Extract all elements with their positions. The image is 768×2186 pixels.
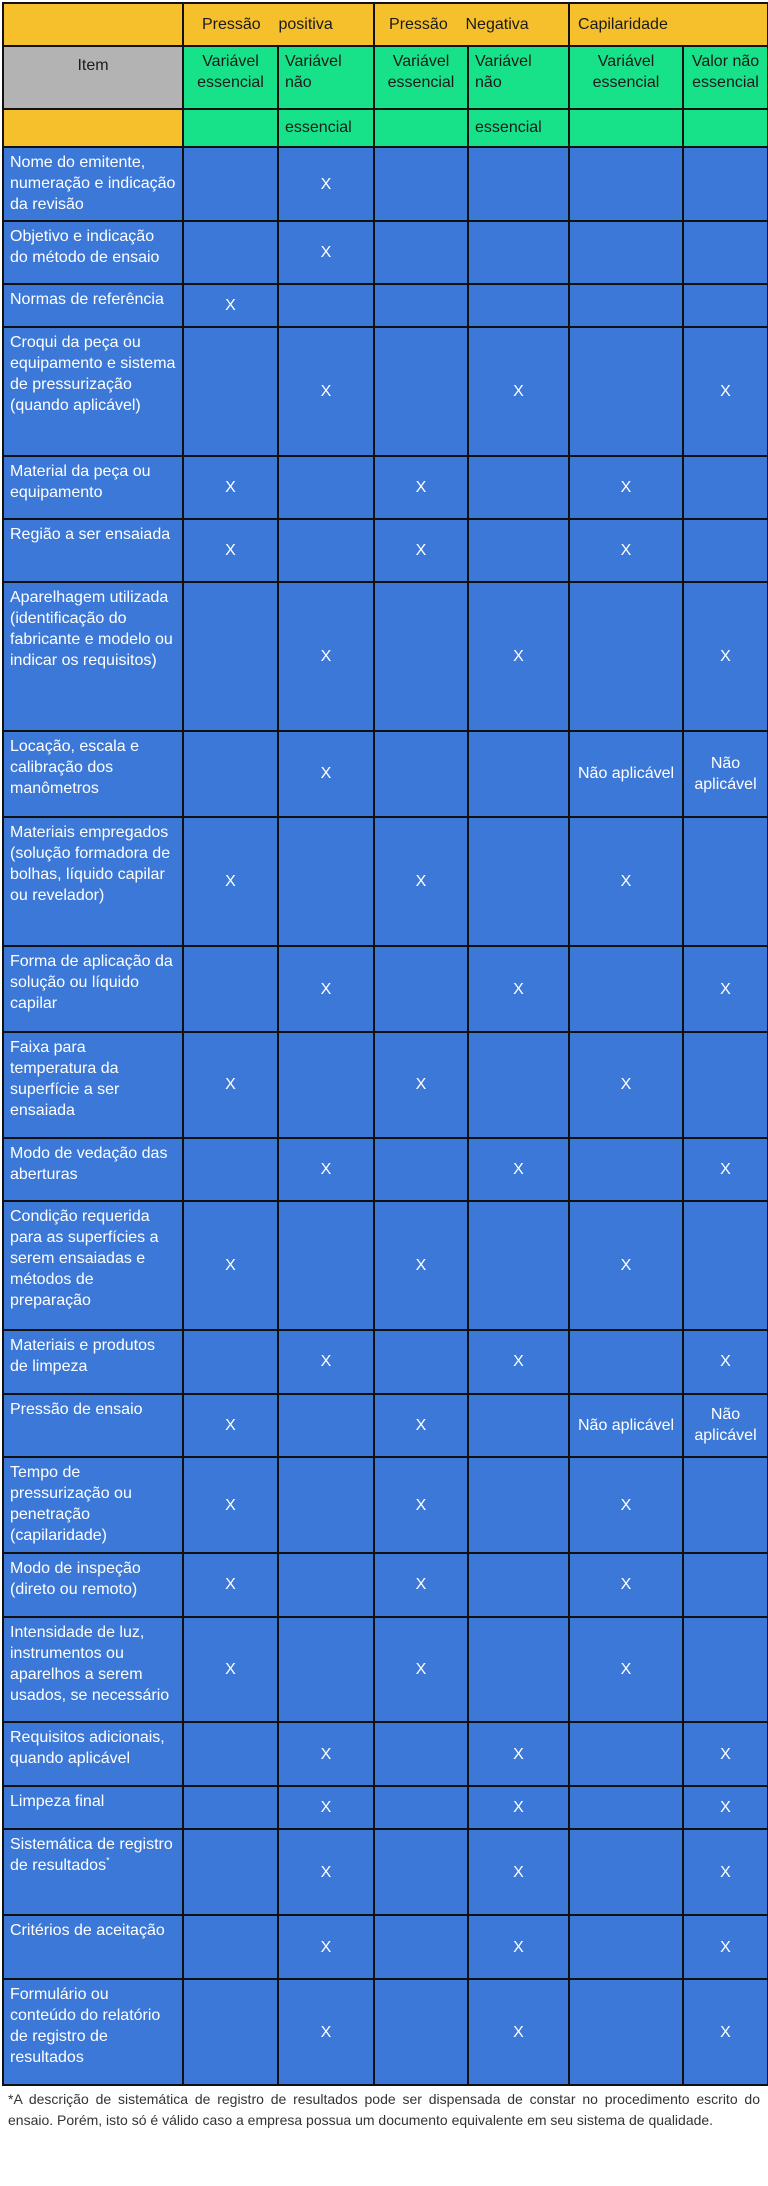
row-cell-mark: X xyxy=(468,1786,569,1829)
row-cell-mark xyxy=(183,731,278,817)
row-cell-mark xyxy=(374,946,468,1032)
row-cell-mark xyxy=(569,221,683,284)
row-cell-mark xyxy=(374,1979,468,2085)
row-item-text: Sistemática de registro de resultados xyxy=(10,1835,173,1874)
row-cell-mark xyxy=(278,1032,374,1138)
row-cell-mark: X xyxy=(569,1032,683,1138)
row-item-text: Aparelhagem utilizada (identificação do fabricante e modelo ou indicar os requisitos) xyxy=(10,588,173,669)
row-cell-mark xyxy=(683,1553,768,1617)
row-item-text: Limpeza final xyxy=(10,1793,105,1811)
row-cell-mark: Não aplicável xyxy=(569,1394,683,1458)
row-item-label xyxy=(3,1201,183,1330)
row-cell-mark: X xyxy=(278,1979,374,2085)
row-cell-mark xyxy=(569,1138,683,1201)
row-cell-mark xyxy=(468,519,569,582)
table-row xyxy=(3,1915,768,1979)
row-cell-mark xyxy=(374,1786,468,1829)
row-cell-mark: X xyxy=(183,1394,278,1458)
row-cell-mark: X xyxy=(278,1138,374,1201)
row-cell-mark xyxy=(468,1032,569,1138)
table-row xyxy=(3,1138,768,1201)
row-cell-mark: X xyxy=(683,1786,768,1829)
row-cell-mark xyxy=(183,1330,278,1394)
table-row xyxy=(3,582,768,731)
row-cell-mark xyxy=(569,1722,683,1786)
row-item-label xyxy=(3,1032,183,1138)
row-cell-mark xyxy=(278,456,374,519)
row-cell-mark xyxy=(278,1457,374,1552)
row-cell-mark: X xyxy=(468,1915,569,1979)
table-row xyxy=(3,731,768,817)
header-pos-nonessential: Variável não xyxy=(278,46,374,109)
table-row xyxy=(3,1786,768,1829)
row-cell-mark xyxy=(468,1457,569,1552)
row-cell-mark xyxy=(468,456,569,519)
row-cell-mark: X xyxy=(683,1138,768,1201)
row-cell-mark xyxy=(183,1138,278,1201)
header-cap-nonessential: Valor não essencial xyxy=(683,46,768,109)
header-row-variables xyxy=(3,46,768,109)
row-cell-mark: X xyxy=(183,1201,278,1330)
row-cell-mark xyxy=(374,327,468,456)
row-cell-mark xyxy=(374,1915,468,1979)
row-cell-mark xyxy=(683,1457,768,1552)
row-cell-mark xyxy=(683,1201,768,1330)
header-negative-pressure: Pressão Negativa xyxy=(374,3,569,46)
row-item-label xyxy=(3,1829,183,1915)
table-row xyxy=(3,456,768,519)
row-cell-mark xyxy=(468,1201,569,1330)
row-cell-mark xyxy=(374,731,468,817)
header-capillarity: Capilaridade xyxy=(569,3,768,46)
header-item: Item xyxy=(3,46,183,109)
row-cell-mark: X xyxy=(374,1553,468,1617)
header-pos-nonessential-cont: essencial xyxy=(278,109,374,148)
table-row xyxy=(3,1394,768,1458)
row-cell-mark: X xyxy=(683,582,768,731)
footnote: *A descrição de sistemática de registro de resultados pode ser dispensada de constar no procedimento escrito do ensaio. Porém, isto só é válido caso a empresa possua um documento equivalente em seu sistema de qualidade. xyxy=(8,2091,760,2128)
row-cell-mark: X xyxy=(278,582,374,731)
row-cell-mark: X xyxy=(468,946,569,1032)
row-cell-mark xyxy=(468,147,569,221)
row-cell-mark: X xyxy=(183,519,278,582)
requirements-table xyxy=(2,2,768,2086)
row-cell-mark: X xyxy=(569,456,683,519)
header-neg-nonessential: Variável não xyxy=(468,46,569,109)
row-item-text: Pressão de ensaio xyxy=(10,1400,143,1418)
row-cell-mark xyxy=(468,1553,569,1617)
row-item-text: Normas de referência xyxy=(10,291,164,309)
row-cell-mark: X xyxy=(183,1032,278,1138)
row-item-text: Formulário ou conteúdo do relatório de registro de resultados xyxy=(10,1986,161,2067)
row-item-text: Materiais empregados (solução formadora de bolhas, líquido capilar ou revelador) xyxy=(10,824,171,904)
row-cell-mark xyxy=(569,1979,683,2085)
table-row xyxy=(3,946,768,1032)
table-row xyxy=(3,327,768,456)
table-row xyxy=(3,1032,768,1138)
row-item-label xyxy=(3,731,183,817)
row-cell-mark: X xyxy=(278,1330,374,1394)
row-item-label xyxy=(3,1138,183,1201)
header-neg-essential: Variável essencial xyxy=(374,46,468,109)
row-cell-mark xyxy=(183,1979,278,2085)
row-cell-mark xyxy=(278,817,374,946)
row-cell-mark: X xyxy=(183,284,278,327)
row-item-text: Critérios de aceitação xyxy=(10,1922,165,1940)
row-cell-mark: X xyxy=(374,1394,468,1458)
row-cell-mark: X xyxy=(374,519,468,582)
table-body xyxy=(3,3,768,2085)
row-item-text: Materiais e produtos de limpeza xyxy=(10,1336,155,1375)
header-pos-essential: Variável essencial xyxy=(183,46,278,109)
row-cell-mark: X xyxy=(278,731,374,817)
row-cell-mark xyxy=(468,731,569,817)
row-item-label xyxy=(3,221,183,284)
row-item-text: Material da peça ou equipamento xyxy=(10,462,151,501)
row-cell-mark xyxy=(683,519,768,582)
row-cell-mark xyxy=(569,1330,683,1394)
row-item-label xyxy=(3,1330,183,1394)
header-neg-nonessential-cont: essencial xyxy=(468,109,569,148)
table-row xyxy=(3,1330,768,1394)
row-cell-mark xyxy=(569,327,683,456)
row-cell-mark xyxy=(683,817,768,946)
row-cell-mark: X xyxy=(278,147,374,221)
row-cell-mark: X xyxy=(468,1330,569,1394)
row-cell-mark xyxy=(374,284,468,327)
row-item-label xyxy=(3,456,183,519)
row-item-label xyxy=(3,1457,183,1552)
row-cell-mark xyxy=(569,1915,683,1979)
header-cap-essential: Variável essencial xyxy=(569,46,683,109)
row-cell-mark xyxy=(278,519,374,582)
row-item-text: Objetivo e indicação do método de ensaio xyxy=(10,228,160,267)
row-cell-mark: X xyxy=(183,1617,278,1723)
row-item-label xyxy=(3,284,183,327)
row-cell-mark: X xyxy=(374,1201,468,1330)
row-item-label xyxy=(3,817,183,946)
row-item-label xyxy=(3,1617,183,1723)
row-item-label xyxy=(3,147,183,221)
row-cell-mark xyxy=(374,1138,468,1201)
row-cell-mark xyxy=(374,582,468,731)
row-cell-mark: X xyxy=(278,1829,374,1915)
row-cell-mark: X xyxy=(683,1979,768,2085)
row-cell-mark xyxy=(374,147,468,221)
row-cell-mark: X xyxy=(683,1330,768,1394)
row-item-label xyxy=(3,327,183,456)
row-cell-mark xyxy=(468,221,569,284)
row-cell-mark: X xyxy=(278,1915,374,1979)
table-row xyxy=(3,1979,768,2085)
row-cell-mark xyxy=(468,1617,569,1723)
row-item-label xyxy=(3,946,183,1032)
table-row xyxy=(3,519,768,582)
row-cell-mark xyxy=(374,221,468,284)
row-cell-mark xyxy=(468,817,569,946)
row-item-text: Croqui da peça ou equipamento e sistema de pressurização (quando aplicável) xyxy=(10,333,176,414)
row-item-text: Requisitos adicionais, quando aplicável xyxy=(10,1729,165,1768)
row-cell-mark xyxy=(569,147,683,221)
header-item-bottom-cell xyxy=(3,109,183,148)
row-cell-mark xyxy=(683,1032,768,1138)
row-cell-mark: X xyxy=(569,519,683,582)
row-cell-mark xyxy=(278,1553,374,1617)
row-cell-mark: X xyxy=(183,1457,278,1552)
row-item-text: Modo de inspeção (direto ou remoto) xyxy=(10,1559,141,1598)
row-cell-mark xyxy=(569,284,683,327)
row-cell-mark: X xyxy=(374,1617,468,1723)
table-row xyxy=(3,221,768,284)
table-row xyxy=(3,1201,768,1330)
row-cell-mark xyxy=(183,147,278,221)
row-cell-mark: X xyxy=(278,1722,374,1786)
row-item-label xyxy=(3,1722,183,1786)
row-cell-mark xyxy=(468,284,569,327)
table-row xyxy=(3,147,768,221)
row-cell-mark xyxy=(683,1617,768,1723)
row-cell-mark xyxy=(374,1330,468,1394)
row-cell-mark xyxy=(683,456,768,519)
row-cell-mark: X xyxy=(468,327,569,456)
row-cell-mark: X xyxy=(468,1138,569,1201)
row-cell-mark: X xyxy=(183,817,278,946)
row-cell-mark: X xyxy=(683,1915,768,1979)
row-cell-mark: X xyxy=(683,946,768,1032)
row-cell-mark: Não aplicável xyxy=(683,731,768,817)
row-item-text: Locação, escala e calibração dos manômetros xyxy=(10,737,139,797)
row-item-label xyxy=(3,582,183,731)
row-cell-mark xyxy=(468,1394,569,1458)
row-cell-mark xyxy=(278,1617,374,1723)
row-cell-mark xyxy=(278,284,374,327)
row-cell-mark: X xyxy=(278,946,374,1032)
row-cell-mark xyxy=(569,946,683,1032)
row-cell-mark: X xyxy=(374,456,468,519)
table-row xyxy=(3,1617,768,1723)
header-empty-cell xyxy=(183,109,278,148)
row-cell-mark: X xyxy=(468,1829,569,1915)
row-cell-mark xyxy=(683,221,768,284)
row-cell-mark xyxy=(183,327,278,456)
row-cell-mark: X xyxy=(683,1722,768,1786)
header-empty-cell xyxy=(374,109,468,148)
row-cell-mark xyxy=(569,1829,683,1915)
row-cell-mark: X xyxy=(569,1201,683,1330)
row-cell-mark xyxy=(683,284,768,327)
row-cell-mark: X xyxy=(374,1032,468,1138)
row-item-label xyxy=(3,1979,183,2085)
table-row xyxy=(3,284,768,327)
header-row-continued xyxy=(3,109,768,148)
row-item-text: Nome do emitente, numeração e indicação da revisão xyxy=(10,154,176,214)
row-cell-mark xyxy=(569,582,683,731)
row-item-text: Intensidade de luz, instrumentos ou aparelhos a serem usados, se necessário xyxy=(10,1623,170,1704)
row-cell-mark: X xyxy=(683,1829,768,1915)
row-cell-mark: X xyxy=(278,1786,374,1829)
header-item-top-cell xyxy=(3,3,183,46)
row-item-label xyxy=(3,1915,183,1979)
row-cell-mark: Não aplicável xyxy=(569,731,683,817)
row-cell-mark: X xyxy=(468,1979,569,2085)
row-cell-mark: X xyxy=(278,327,374,456)
row-item-text: Região a ser ensaiada xyxy=(10,525,171,543)
row-item-label xyxy=(3,519,183,582)
row-cell-mark xyxy=(374,1829,468,1915)
row-item-text: Tempo de pressurização ou penetração (capilaridade) xyxy=(10,1464,132,1545)
row-cell-mark xyxy=(683,147,768,221)
table-row xyxy=(3,1553,768,1617)
row-cell-mark xyxy=(278,1394,374,1458)
row-item-label xyxy=(3,1394,183,1458)
row-cell-mark: X xyxy=(569,817,683,946)
row-cell-mark: X xyxy=(569,1553,683,1617)
row-cell-mark: X xyxy=(183,456,278,519)
row-item-text: Condição requerida para as superfícies a serem ensaiadas e métodos de preparação xyxy=(10,1207,159,1309)
row-cell-mark: Não aplicável xyxy=(683,1394,768,1458)
row-cell-mark: X xyxy=(468,1722,569,1786)
row-cell-mark xyxy=(183,221,278,284)
header-positive-pressure: Pressão positiva xyxy=(183,3,374,46)
row-item-text: Modo de vedação das aberturas xyxy=(10,1144,168,1183)
footnote-marker: * xyxy=(106,1855,110,1866)
row-cell-mark: X xyxy=(683,327,768,456)
table-row xyxy=(3,1457,768,1552)
row-item-label xyxy=(3,1553,183,1617)
row-cell-mark: X xyxy=(569,1617,683,1723)
row-item-label xyxy=(3,1786,183,1829)
row-cell-mark: X xyxy=(183,1553,278,1617)
row-cell-mark: X xyxy=(374,817,468,946)
header-empty-cell xyxy=(569,109,683,148)
table-row xyxy=(3,817,768,946)
row-item-text: Forma de aplicação da solução ou líquido capilar xyxy=(10,952,173,1012)
table-row xyxy=(3,1829,768,1915)
header-row-groups xyxy=(3,3,768,46)
row-cell-mark xyxy=(183,582,278,731)
row-cell-mark xyxy=(183,1829,278,1915)
row-cell-mark: X xyxy=(569,1457,683,1552)
row-cell-mark: X xyxy=(374,1457,468,1552)
header-empty-cell xyxy=(683,109,768,148)
row-cell-mark xyxy=(183,946,278,1032)
row-cell-mark xyxy=(569,1786,683,1829)
table-row xyxy=(3,1722,768,1786)
row-cell-mark xyxy=(183,1722,278,1786)
row-cell-mark xyxy=(183,1786,278,1829)
row-cell-mark xyxy=(183,1915,278,1979)
row-item-text: Faixa para temperatura da superfície a ser ensaiada xyxy=(10,1039,120,1120)
row-cell-mark xyxy=(374,1722,468,1786)
row-cell-mark: X xyxy=(278,221,374,284)
row-cell-mark: X xyxy=(468,582,569,731)
row-cell-mark xyxy=(278,1201,374,1330)
